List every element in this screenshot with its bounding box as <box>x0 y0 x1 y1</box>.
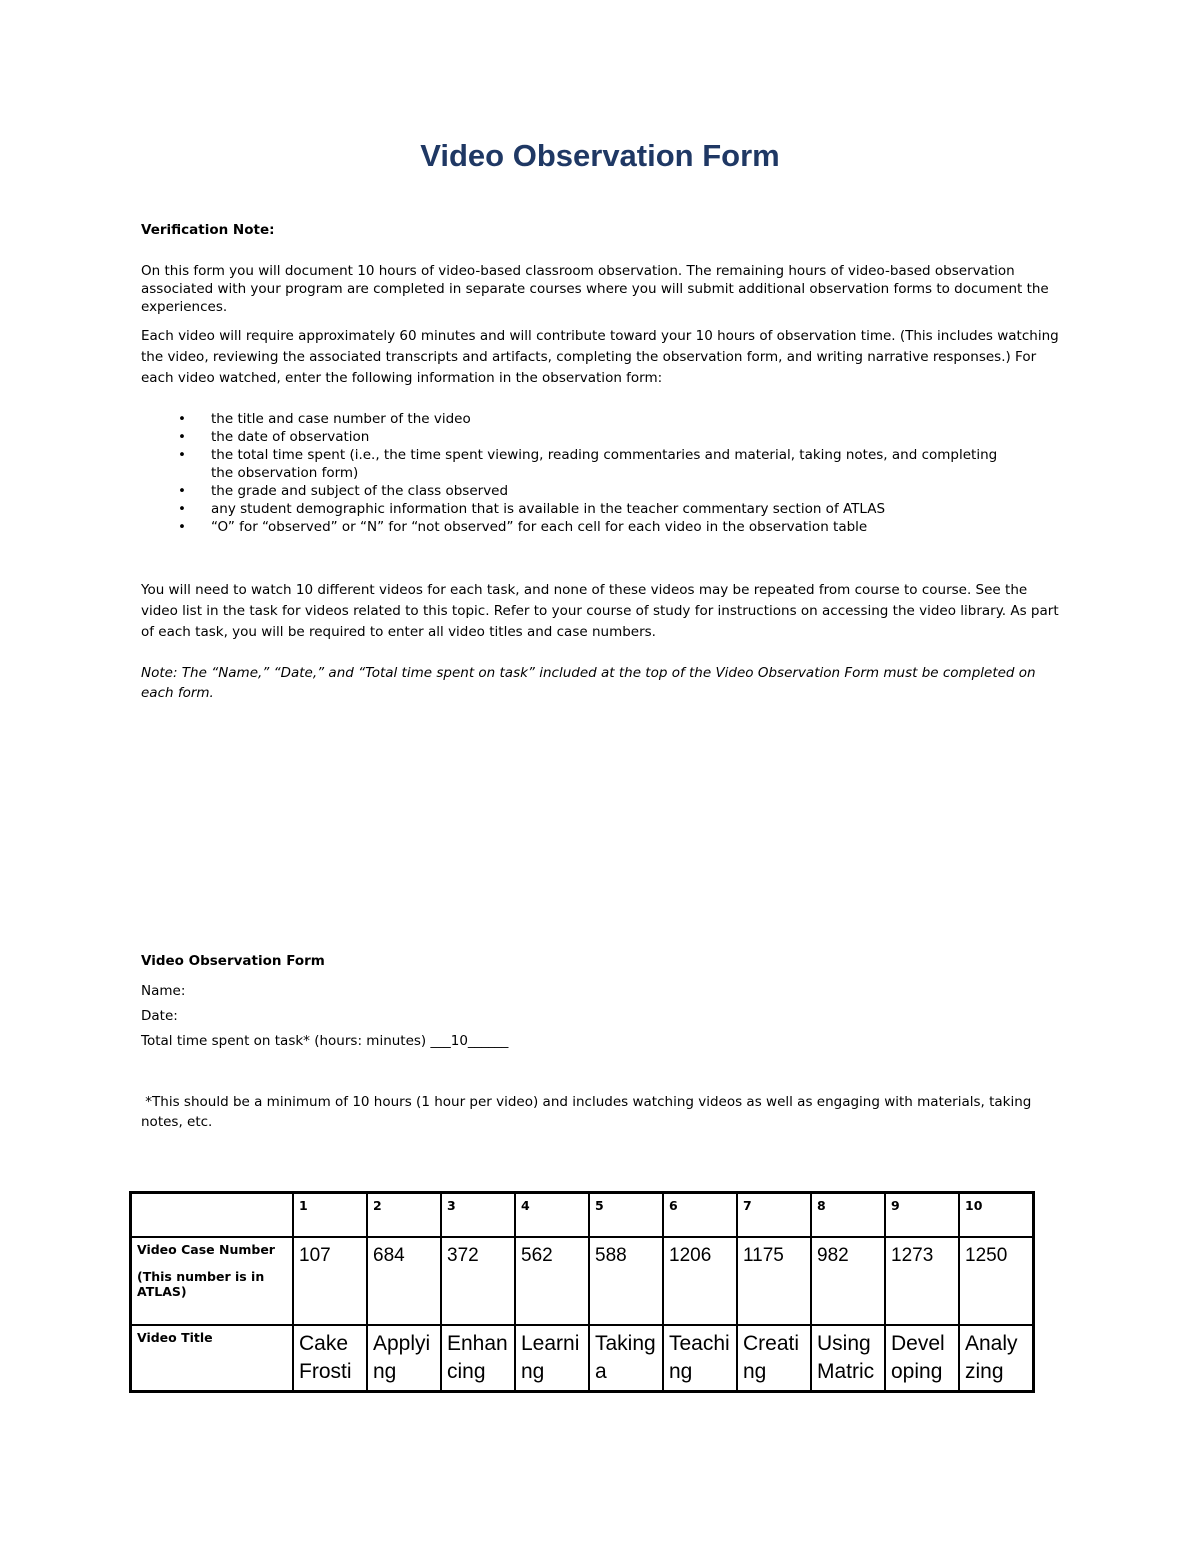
time-spent-field: Total time spent on task* (hours: minutes) ___10______ <box>141 1033 509 1049</box>
case-number-cell[interactable]: 684 <box>367 1237 441 1325</box>
case-number-cell[interactable]: 1175 <box>737 1237 811 1325</box>
table-row <box>131 1325 1034 1392</box>
column-header: 2 <box>367 1193 441 1238</box>
column-header: 1 <box>293 1193 367 1238</box>
intro-paragraph: On this form you will document 10 hours of video-based classroom observation. The remaining hours of video-based observation associated with your program are completed in separate courses where you will submit additional observation forms to document the experiences. <box>141 263 1049 315</box>
info-list <box>141 410 1001 536</box>
case-number-cell[interactable]: 1273 <box>885 1237 959 1325</box>
video-title-cell[interactable]: Taking a <box>595 1332 656 1383</box>
column-header: 10 <box>959 1193 1034 1238</box>
name-label: Name: <box>141 983 186 999</box>
list-item: • any student demographic information that is available in the teacher commentary section of ATLAS <box>178 501 886 517</box>
case-number-cell[interactable]: 1250 <box>959 1237 1034 1325</box>
list-item: • “O” for “observed” or “N” for “not observed” for each cell for each video in the observation table <box>178 519 868 535</box>
instructions-paragraph: Each video will require approximately 60 minutes and will contribute toward your 10 hours of observation time. (This includes watching the video, reviewing the associated transcripts and artifacts, completing the observation form, and writing narrative responses.) For each video watched, enter the following information in the observation form: <box>141 328 1059 386</box>
case-number-label-cell <box>131 1237 294 1325</box>
table-header-row <box>131 1193 1034 1238</box>
form-heading: Video Observation Form <box>141 953 325 969</box>
page-title: Video Observation Form <box>420 138 780 173</box>
column-header: 7 <box>737 1193 811 1238</box>
column-header: 5 <box>589 1193 663 1238</box>
case-number-label: Video Case Number <box>137 1242 275 1257</box>
bullet-icon: • <box>178 483 186 499</box>
bullet-icon: • <box>178 519 186 535</box>
case-number-cell[interactable]: 1206 <box>663 1237 737 1325</box>
video-title-cell[interactable]: Learning <box>521 1332 580 1383</box>
bullet-icon: • <box>178 411 186 427</box>
case-number-cell[interactable]: 562 <box>515 1237 589 1325</box>
list-item: • the total time spent (i.e., the time spent viewing, reading commentaries and material, taking notes, and completing the observation form) <box>178 447 998 481</box>
column-header: 9 <box>885 1193 959 1238</box>
column-header: 6 <box>663 1193 737 1238</box>
video-title-cell[interactable]: Applying <box>373 1332 431 1383</box>
case-number-cell[interactable]: 588 <box>589 1237 663 1325</box>
list-item: • the grade and subject of the class observed <box>178 483 509 499</box>
note-paragraph: Note: The “Name,” “Date,” and “Total time spent on task” included at the top of the Video Observation Form must be completed on each form. <box>141 665 1036 701</box>
video-title-cell[interactable]: Cake Frosti <box>299 1332 352 1383</box>
requirements-paragraph: You will need to watch 10 different videos for each task, and none of these videos may be repeated from course to course. See the video list in the task for videos related to this topic. Refer to your course of study for instructions on accessing the video library. As part of each task, you will be required to enter all video titles and case numbers. <box>141 582 1059 640</box>
column-header: 4 <box>515 1193 589 1238</box>
bullet-icon: • <box>178 429 186 445</box>
case-number-cell[interactable]: 107 <box>293 1237 367 1325</box>
bullet-icon: • <box>178 501 186 517</box>
observation-table <box>129 1191 1035 1393</box>
video-title-cell[interactable]: Creating <box>743 1332 800 1383</box>
video-title-cell[interactable]: Developing <box>891 1332 945 1383</box>
case-number-sublabel: (This number is in ATLAS) <box>137 1269 265 1299</box>
video-title-cell[interactable]: Enhancing <box>447 1332 508 1383</box>
video-title-label: Video Title <box>131 1325 294 1392</box>
list-item: • the date of observation <box>178 429 370 445</box>
video-title-cell[interactable]: Teaching <box>669 1332 730 1383</box>
column-header: 8 <box>811 1193 885 1238</box>
column-header: 3 <box>441 1193 515 1238</box>
table-corner-cell <box>131 1193 294 1238</box>
verification-heading: Verification Note: <box>141 222 275 238</box>
list-item: • the title and case number of the video <box>178 411 471 427</box>
video-title-cell[interactable]: Analyzing <box>965 1332 1018 1383</box>
video-title-cell[interactable]: Using Matric <box>817 1332 875 1383</box>
case-number-cell[interactable]: 982 <box>811 1237 885 1325</box>
table-row <box>131 1237 1034 1325</box>
bullet-icon: • <box>178 447 186 463</box>
case-number-cell[interactable]: 372 <box>441 1237 515 1325</box>
footnote: *This should be a minimum of 10 hours (1 hour per video) and includes watching videos as well as engaging with materials, taking notes, etc. <box>141 1094 1036 1130</box>
date-label: Date: <box>141 1008 178 1024</box>
